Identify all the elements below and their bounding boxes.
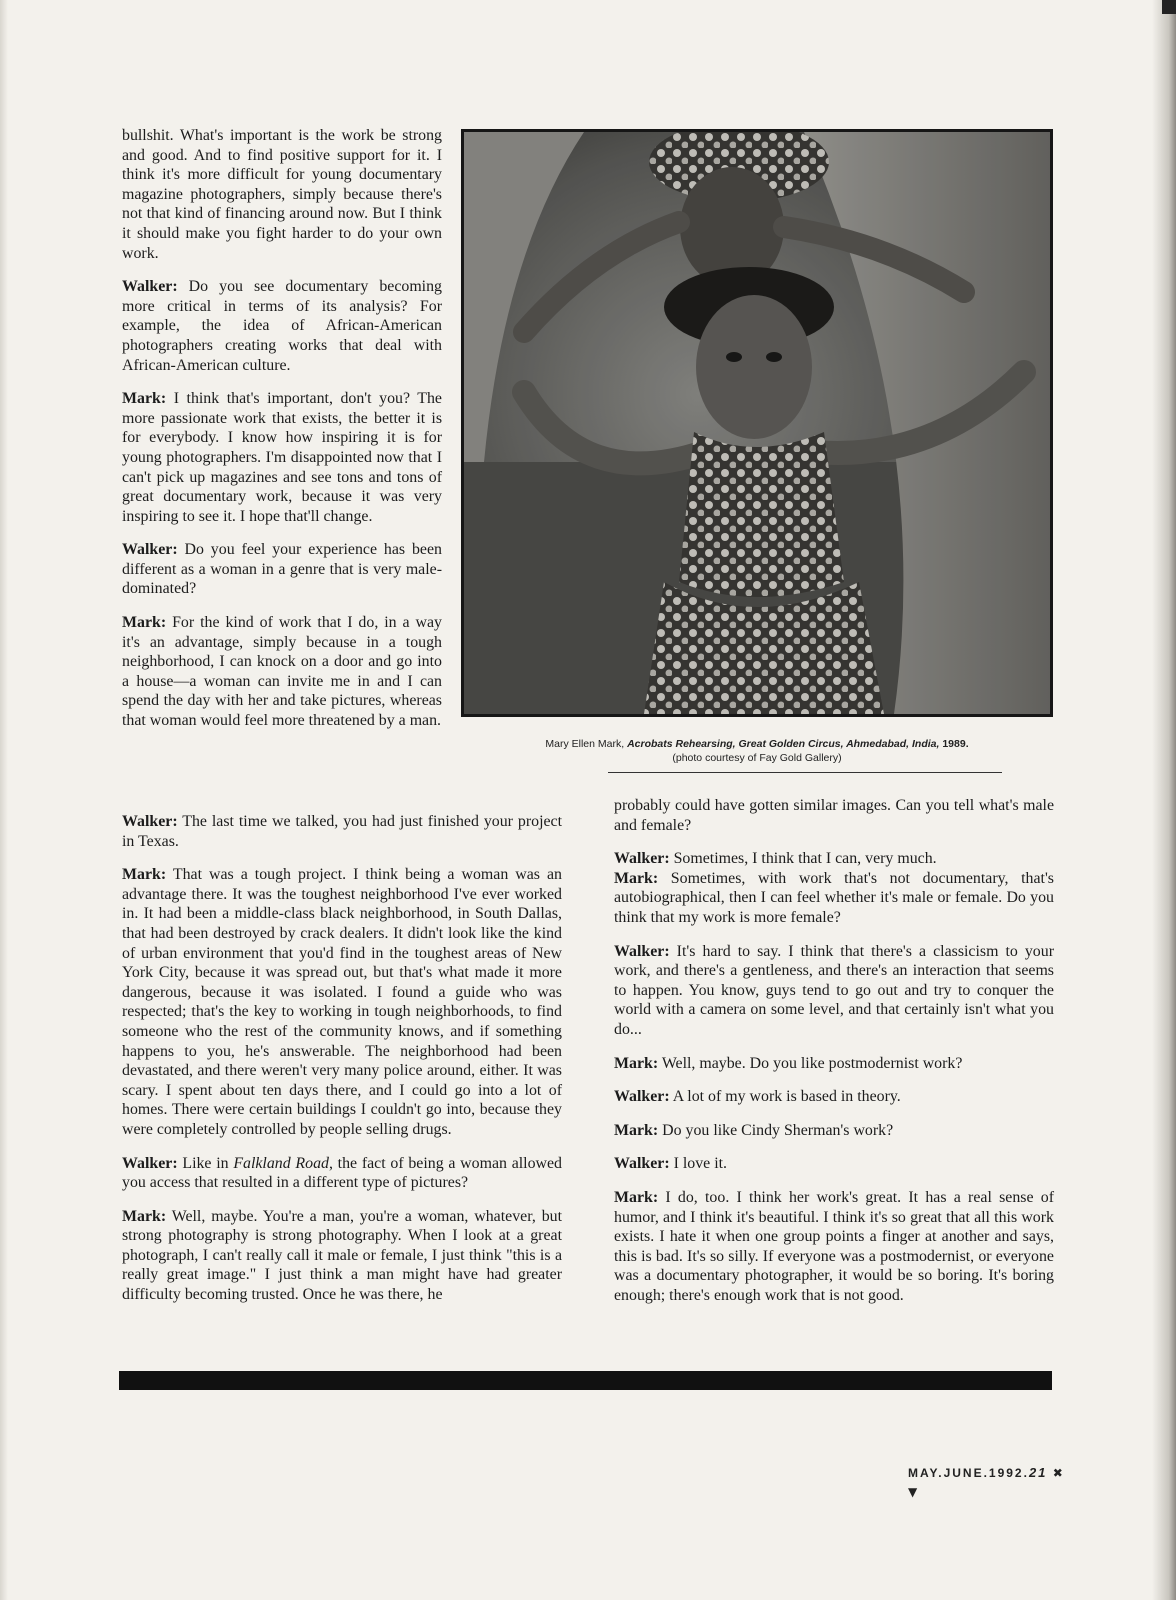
paragraph: Mark: Sometimes, with work that's not documentary, that's autobiographical, then I can feel whether it's male or female. Do you think that my work is more female?: [614, 869, 1054, 926]
column-top: [122, 126, 442, 745]
paragraph: Mark: I do, too. I think her work's great. It has a real sense of humor, and I think it's beautiful. I think it's so great that all this work exists. I hate it when one group points a finger at another and says, this is bad. It's so silly. If everyone was a postmodernist, or everyone was a documentary photographer, it would be so boring. It's boring enough; there's enough work that is not good.: [614, 1188, 1054, 1304]
page-shadow-left: [0, 0, 8, 1600]
paragraph: Walker: I love it.: [614, 1155, 727, 1173]
paragraph: Walker: Do you feel your experience has been different as a woman in a genre that is very male-dominated?: [122, 541, 442, 598]
caption-courtesy: (photo courtesy of Fay Gold Gallery): [672, 752, 842, 764]
folio-date: MAY.JUNE.1992.: [908, 1466, 1029, 1480]
photograph-acrobats: [461, 129, 1053, 717]
paragraph: Walker: Sometimes, I think that I can, very much.: [614, 850, 937, 868]
paragraph: probably could have gotten similar images. Can you tell what's male and female?: [614, 797, 1054, 834]
folio: [908, 1465, 1065, 1480]
paragraph: Mark: Do you like Cindy Sherman's work?: [614, 1121, 894, 1139]
paragraph: Mark: For the kind of work that I do, in a way it's an advantage, simply because in a tough neighborhood, I can knock on a door and go into a house—a woman can invite me in and I can spend the day with her and take pictures, whereas that woman would feel more threatened by a man.: [122, 614, 442, 730]
footer-bar: [119, 1371, 1052, 1390]
column-right: [614, 796, 1054, 1319]
paragraph: Walker: Like in Falkland Road, the fact of being a woman allowed you access that resulted in a different type of pictures?: [122, 1154, 562, 1192]
paragraph: Mark: Well, maybe. Do you like postmodernist work?: [614, 1054, 963, 1072]
page-number: 21: [1028, 1465, 1048, 1480]
folio-mark-icon: ✖: [1052, 1466, 1065, 1480]
paragraph: bullshit. What's important is the work be strong and good. And to find positive support for it. I think it's more difficult for young documentary magazine photographers, simply because there's not that kind of financing around now. But I think it should make you fight harder to do your own work.: [122, 127, 442, 262]
photograph-illustration: [464, 132, 1050, 714]
caption-rule: [608, 772, 1002, 773]
caption-line: Mary Ellen Mark, Acrobats Rehearsing, Great Golden Circus, Ahmedabad, India, 1989.: [545, 738, 969, 750]
column-left: [122, 812, 562, 1319]
paragraph: Walker: A lot of my work is based in theory.: [614, 1088, 901, 1106]
paragraph: Mark: That was a tough project. I think being a woman was an advantage there. It was the toughest neighborhood I've ever worked in. It had been a middle-class black neighborhood, in South Dallas, that had been destroyed by crack dealers. It didn't look like the kind of urban environment that you'd find in the toughest areas of New York City, because it was spread out, but that's what made it more dangerous, because it was isolated. I found a guide who was respected; that's the key to working in tough neighborhoods, to find someone who the rest of the community knows, and if something happens to you, he's answerable. The neighborhood had been devastated, and there weren't very many police around, either. It was scary. I spent about ten days there, and I could go into a lot of homes. There were certain buildings I couldn't go into, because they were completely controlled by people selling drugs.: [122, 866, 562, 1138]
paragraph: Walker: Do you see documentary becoming more critical in terms of its analysis? For example, the idea of African-American photographers creating works that deal with African-American culture.: [122, 278, 442, 374]
paragraph: Mark: Well, maybe. You're a man, you're a woman, whatever, but strong photography is strong photography. When I look at a great photograph, I can't really call it male or female, I just think "this is a really great image." I just think a man might have had greater difficulty becoming trusted. Once he was there, he: [122, 1207, 562, 1304]
photo-caption: [512, 737, 1002, 765]
paragraph: Walker: The last time we talked, you had just finished your project in Texas.: [122, 813, 563, 850]
paragraph: Walker: It's hard to say. I think that there's a classicism to your work, and there's a gentleness, and there's an interaction that seems to happen. You know, guys tend to go out and try to conquer the world with a camera on some level, and that certainly isn't what you do...: [614, 942, 1054, 1038]
triangle-down-icon: ▼: [908, 1485, 918, 1499]
page-corner: [1162, 0, 1176, 14]
page-shadow-right: [1152, 0, 1176, 1600]
paragraph: Mark: I think that's important, don't you? The more passionate work that exists, the better it is for everybody. I know how inspiring it is for young photographers. I'm disappointed now that I can't pick up magazines and see tons and tons of great documentary work, because it was very inspiring to see it. I hope that'll change.: [122, 390, 442, 525]
